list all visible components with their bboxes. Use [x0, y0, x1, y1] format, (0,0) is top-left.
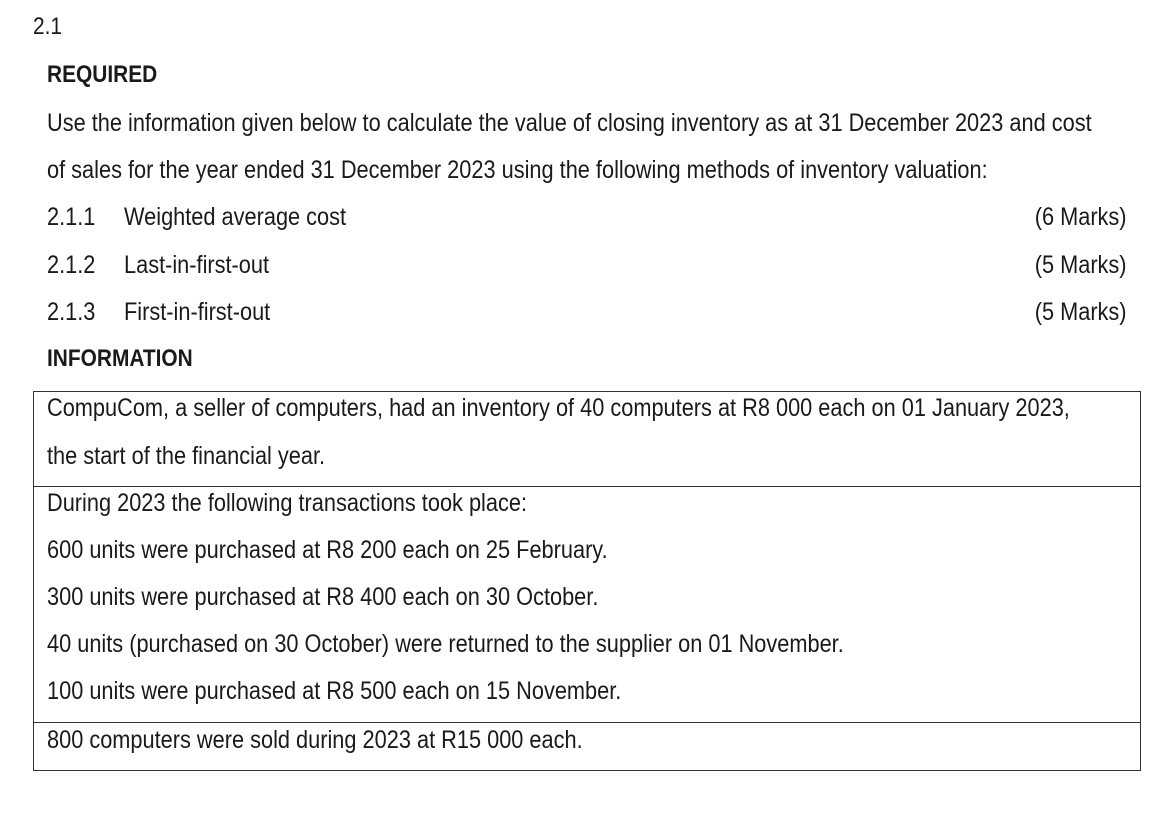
- subitem-2-1-2: [47, 250, 1127, 280]
- info-line-text: During 2023 the following transactions took place:: [47, 489, 528, 517]
- info-line: [47, 725, 663, 755]
- info-line: [47, 441, 367, 471]
- subitem-label: Weighted average cost: [124, 203, 347, 231]
- required-line-2: [47, 155, 1128, 185]
- subitem-number: 2.1.2: [47, 251, 96, 279]
- info-line: [47, 582, 681, 612]
- info-line: [47, 393, 1172, 423]
- subitem-number: 2.1.3: [47, 298, 96, 326]
- info-line-text: 800 computers were sold during 2023 at R15 000 each.: [47, 726, 583, 754]
- section-number: [33, 12, 66, 42]
- subitem-2-1-1: [47, 202, 1127, 232]
- subitem-2-1-3: [47, 297, 1127, 327]
- info-line: [47, 488, 599, 518]
- information-block-transactions: [34, 487, 1140, 723]
- required-line-2-text: of sales for the year ended 31 December 2023 using the following methods of inventory valuation:: [47, 156, 988, 184]
- subitem-marks: (6 Marks): [1035, 203, 1127, 231]
- information-table: [33, 391, 1141, 771]
- information-heading-text: INFORMATION: [47, 345, 193, 372]
- section-number-text: 2.1: [33, 13, 63, 40]
- info-line-text: CompuCom, a seller of computers, had an inventory of 40 computers at R8 000 each on 01 January 2023,: [47, 394, 1070, 422]
- info-line: [47, 629, 963, 659]
- info-line-text: the start of the financial year.: [47, 442, 326, 470]
- required-line-1-text: Use the information given below to calculate the value of closing inventory as at 31 December 2023 and cost: [47, 109, 1092, 137]
- info-line: [47, 535, 691, 565]
- info-line-text: 100 units were purchased at R8 500 each on 15 November.: [47, 677, 622, 705]
- required-line-1: [47, 108, 1172, 138]
- subitem-marks: (5 Marks): [1035, 298, 1127, 326]
- information-heading: [47, 344, 215, 374]
- info-line: [47, 676, 707, 706]
- info-line-text: 600 units were purchased at R8 200 each on 25 February.: [47, 536, 608, 564]
- required-heading-text: REQUIRED: [47, 61, 158, 88]
- required-heading: [47, 60, 174, 90]
- info-line-text: 40 units (purchased on 30 October) were returned to the supplier on 01 November.: [47, 630, 844, 658]
- subitem-label: First-in-first-out: [124, 298, 271, 326]
- subitem-label: Last-in-first-out: [124, 251, 270, 279]
- subitem-number: 2.1.1: [47, 203, 96, 231]
- information-block-sales: [34, 723, 1140, 770]
- info-line-text: 300 units were purchased at R8 400 each on 30 October.: [47, 583, 599, 611]
- information-block-opening-inventory: [34, 392, 1140, 487]
- subitem-marks: (5 Marks): [1035, 251, 1127, 279]
